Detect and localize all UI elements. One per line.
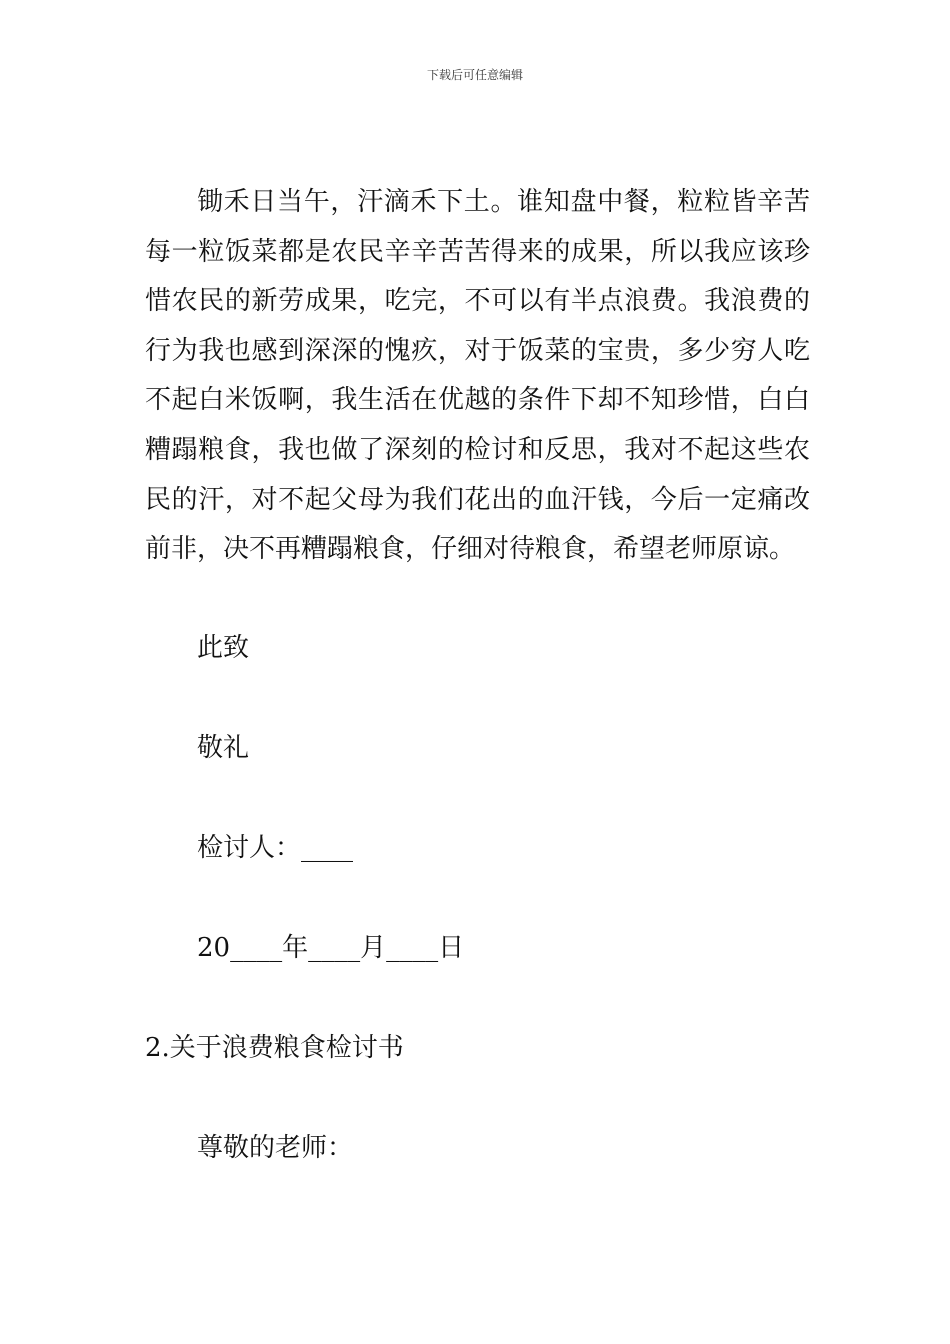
date-line: 20____年____月____日 — [197, 933, 465, 963]
page-header-note: 下载后可任意编辑 — [426, 68, 523, 82]
section-title: 2.关于浪费粮食检讨书 — [145, 1033, 404, 1063]
body-paragraph: 锄禾日当午，汗滴禾下土。谁知盘中餐，粒粒皆辛苦每一粒饭菜都是农民辛辛苦苦得来的成果，所以我应该珍惜农民的新劳成果，吃完，不可以有半点浪费。我浪费的行为我也感到深深的愧疚，对于饭菜的宝贵，多少穷人吃不起白米饭啊，我生活在优越的条件下却不知珍惜，白白糟蹋粮食，我也做了深刻的检讨和反思，我对不起这些农民的汗，对不起父母为我们花出的血汗钱，今后一定痛改前非，决不再糟蹋粮食，仔细对待粮食，希望老师原谅。 — [145, 187, 810, 565]
signer-line: 检讨人：____ — [197, 833, 354, 863]
salutation-line: 尊敬的老师： — [197, 1133, 354, 1163]
closing-line-1: 此致 — [197, 633, 250, 663]
closing-line-2: 敬礼 — [197, 733, 250, 763]
document-body — [145, 178, 810, 1163]
